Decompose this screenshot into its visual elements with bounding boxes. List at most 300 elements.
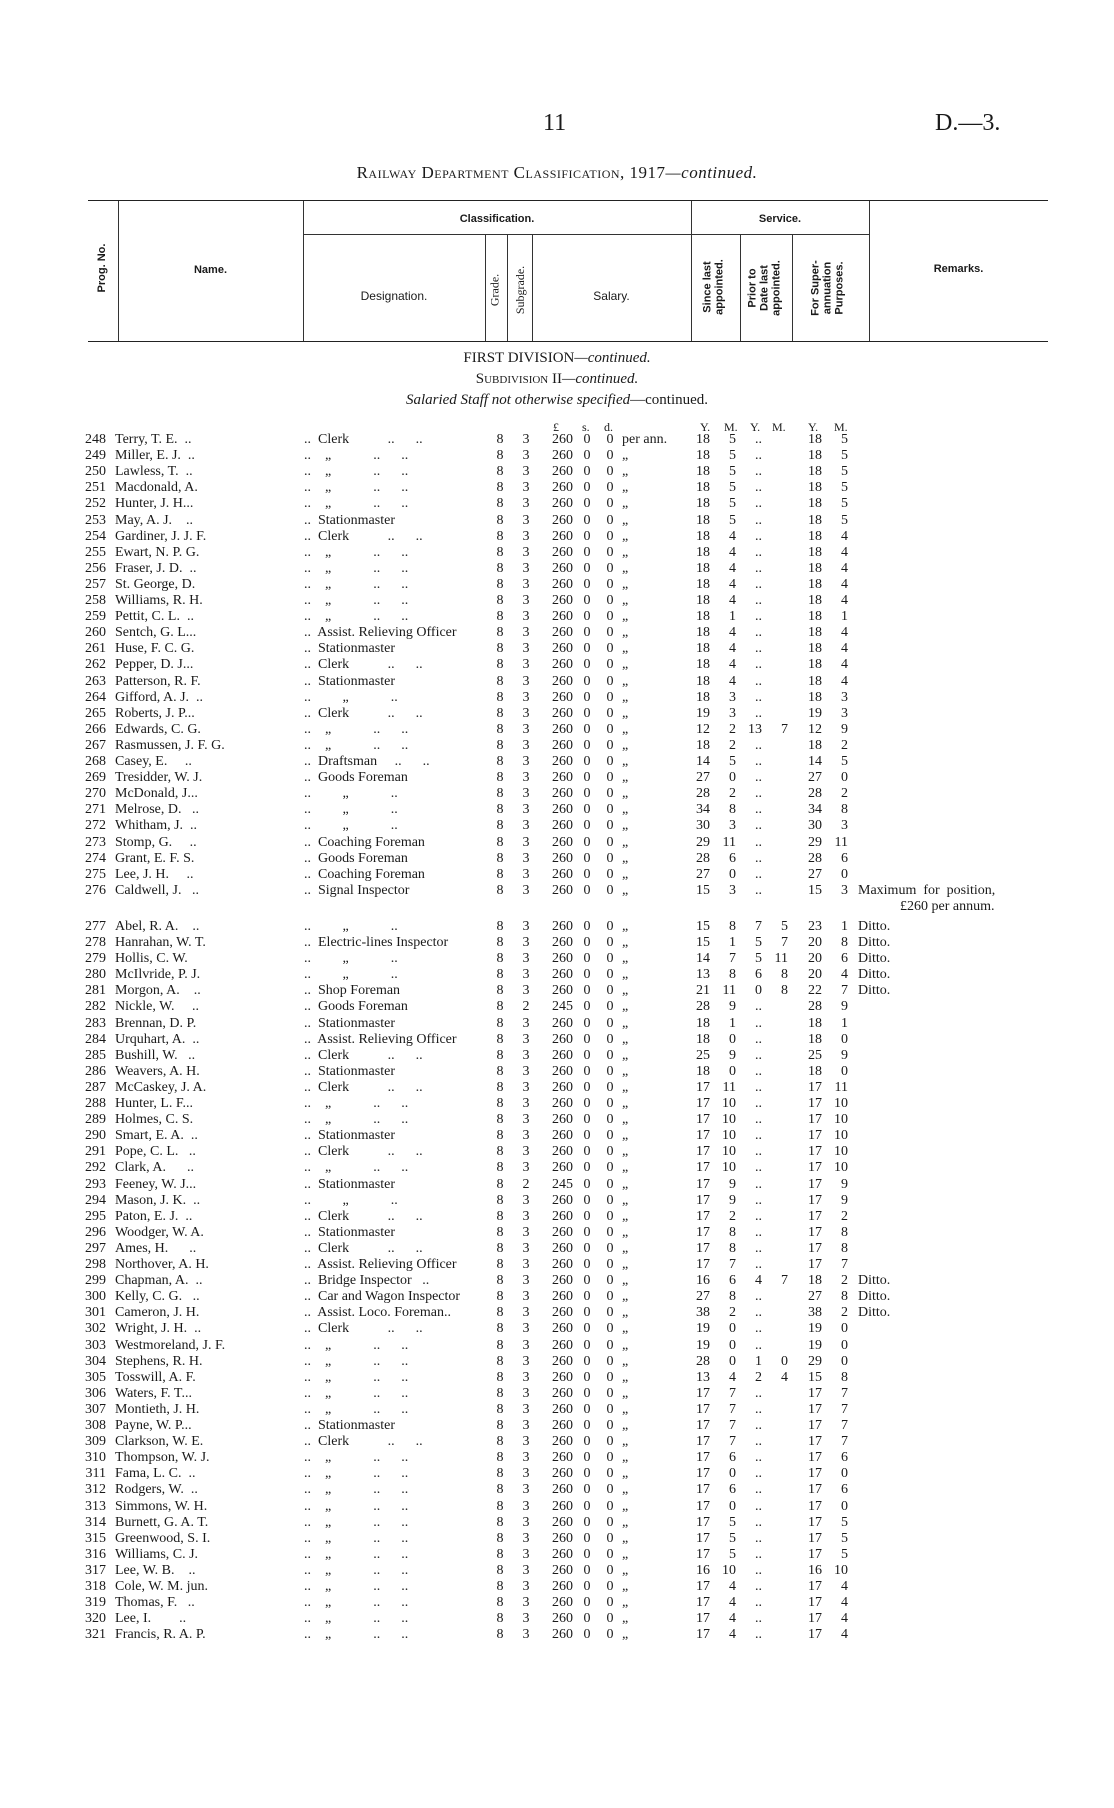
staff-name: Fama, L. C. ..: [115, 1466, 196, 1482]
salary-shillings: 0: [583, 1611, 591, 1627]
prog-no: 316: [85, 1546, 106, 1562]
salary-pence: 0: [606, 1385, 614, 1401]
grade: 8: [496, 786, 504, 802]
staff-name: Sentch, G. L...: [115, 625, 197, 641]
salary-pence: 0: [606, 641, 614, 657]
salary-period: „: [622, 657, 629, 673]
salary-pence: 0: [606, 882, 614, 898]
prior-years: ..: [755, 1240, 762, 1256]
remarks: Ditto.: [858, 1273, 891, 1289]
super-years: 22: [808, 983, 822, 999]
salary-shillings: 0: [583, 544, 591, 560]
table-row: [0, 1402, 1114, 1418]
staff-name: Gardiner, J. J. F.: [115, 528, 207, 544]
super-years: 17: [808, 1079, 822, 1095]
prior-years: ..: [755, 496, 762, 512]
salary-period: „: [622, 1434, 629, 1450]
super-months: 4: [841, 1579, 848, 1594]
salary-period: „: [622, 754, 629, 769]
subgrade: 3: [522, 1063, 530, 1079]
super-months: 4: [841, 967, 848, 983]
super-months: 0: [841, 1353, 848, 1369]
super-months: 2: [841, 1208, 848, 1224]
super-years: 17: [808, 1401, 822, 1417]
grade: 8: [496, 1595, 504, 1611]
salary-pence: 0: [606, 1257, 614, 1272]
salary-pence: 0: [606, 770, 614, 786]
prog-no: 320: [85, 1611, 106, 1627]
salary-period: „: [622, 512, 629, 528]
table-row: [0, 770, 1114, 786]
table-row: [0, 883, 1114, 899]
table-row: [0, 802, 1114, 818]
since-years: 17: [696, 1498, 710, 1514]
grade: 8: [496, 512, 504, 528]
designation: .. Coaching Foreman: [304, 866, 425, 882]
since-years: 17: [696, 1401, 710, 1417]
salary-period: „: [622, 999, 629, 1015]
subgrade: 3: [522, 866, 530, 882]
table-row: [0, 738, 1114, 754]
table-row: [0, 1595, 1114, 1611]
since-years: 15: [696, 935, 710, 950]
salary-period: „: [622, 1240, 629, 1256]
super-months: 6: [841, 1482, 848, 1498]
grade: 8: [496, 1611, 504, 1627]
salary-pounds: 260: [552, 754, 573, 769]
header-service: Service.: [758, 213, 802, 225]
salary-shillings: 0: [583, 967, 591, 983]
designation: .. „ .. ..: [304, 1401, 409, 1417]
super-years: 17: [808, 1112, 822, 1128]
subgrade: 3: [522, 673, 530, 689]
prior-years: ..: [755, 1063, 762, 1079]
salary-period: „: [622, 850, 629, 866]
salary-shillings: 0: [583, 1160, 591, 1176]
salary-pence: 0: [606, 918, 614, 934]
prog-no: 302: [85, 1321, 106, 1337]
prior-years: ..: [755, 850, 762, 866]
super-years: 17: [808, 1579, 822, 1594]
prior-years: 7: [755, 918, 762, 934]
document-title: [0, 163, 1114, 183]
subgrade: 3: [522, 918, 530, 934]
salary-pounds: 260: [552, 1096, 573, 1111]
grade: 8: [496, 1466, 504, 1482]
super-years: 17: [808, 1096, 822, 1111]
salary-pounds: 260: [552, 609, 573, 625]
subgrade: 3: [522, 983, 530, 999]
grade: 8: [496, 609, 504, 625]
table-row: [0, 1305, 1114, 1321]
subgrade: 3: [522, 721, 530, 737]
table-row: [0, 1193, 1114, 1209]
since-years: 18: [696, 641, 710, 657]
since-months: 11: [722, 983, 736, 999]
salary-pounds: 260: [552, 1546, 573, 1562]
since-years: 28: [696, 850, 710, 866]
since-months: 8: [729, 1224, 736, 1240]
prior-years: ..: [755, 1562, 762, 1578]
table-row: [0, 1370, 1114, 1386]
subgrade: 3: [522, 802, 530, 818]
super-months: 5: [841, 432, 848, 447]
table-row: [0, 1016, 1114, 1032]
subgrade: 3: [522, 786, 530, 802]
salary-pounds: 260: [552, 1353, 573, 1369]
salary-pounds: 260: [552, 786, 573, 802]
salary-pence: 0: [606, 1240, 614, 1256]
salary-pounds: 260: [552, 1128, 573, 1144]
salary-shillings: 0: [583, 983, 591, 999]
staff-name: Northover, A. H.: [115, 1257, 209, 1272]
salary-pounds: 260: [552, 625, 573, 641]
super-months: 10: [834, 1096, 848, 1111]
since-years: 18: [696, 737, 710, 753]
designation: .. „ .. ..: [304, 609, 409, 625]
grade: 8: [496, 951, 504, 967]
salary-pence: 0: [606, 1063, 614, 1079]
salary-pence: 0: [606, 1579, 614, 1594]
salary-pence: 0: [606, 544, 614, 560]
salary-shillings: 0: [583, 1047, 591, 1063]
super-years: 17: [808, 1160, 822, 1176]
staff-name: Francis, R. A. P.: [115, 1627, 206, 1643]
prior-years: ..: [755, 1047, 762, 1063]
super-years: 18: [808, 1031, 822, 1047]
since-months: 8: [729, 967, 736, 983]
subgrade: 3: [522, 464, 530, 480]
prior-years: 13: [748, 721, 762, 737]
since-months: 2: [729, 1208, 736, 1224]
prior-years: ..: [755, 1015, 762, 1031]
designation: .. „ .. ..: [304, 544, 409, 560]
since-months: 8: [729, 1289, 736, 1305]
since-months: 4: [729, 576, 736, 592]
grade: 8: [496, 480, 504, 496]
salary-shillings: 0: [583, 1031, 591, 1047]
salary-period: „: [622, 786, 629, 802]
salary-pence: 0: [606, 1321, 614, 1337]
salary-period: „: [622, 673, 629, 689]
salary-shillings: 0: [583, 705, 591, 721]
prior-months: 7: [781, 1273, 788, 1289]
salary-pounds: 260: [552, 983, 573, 999]
salary-shillings: 0: [583, 1595, 591, 1611]
salary-pounds: 260: [552, 737, 573, 753]
super-years: 17: [808, 1611, 822, 1627]
super-months: 3: [841, 882, 848, 898]
salary-period: „: [622, 1385, 629, 1401]
table-row: [0, 1515, 1114, 1531]
salary-period: „: [622, 1144, 629, 1160]
super-years: 17: [808, 1530, 822, 1546]
staff-name: Payne, W. P...: [115, 1418, 192, 1433]
since-months: 0: [729, 1466, 736, 1482]
salary-pence: 0: [606, 1611, 614, 1627]
salary-shillings: 0: [583, 528, 591, 544]
prior-years: ..: [755, 1401, 762, 1417]
since-months: 10: [722, 1562, 736, 1578]
since-months: 6: [729, 850, 736, 866]
designation: .. Clerk .. ..: [304, 1144, 423, 1160]
designation: .. „ .. ..: [304, 448, 409, 464]
prior-years: ..: [755, 1530, 762, 1546]
salary-shillings: 0: [583, 721, 591, 737]
since-months: 2: [729, 1305, 736, 1321]
salary-pounds: 260: [552, 1240, 573, 1256]
salary-pence: 0: [606, 754, 614, 769]
table-row: [0, 529, 1114, 545]
prog-no: 284: [85, 1031, 106, 1047]
grade: 8: [496, 983, 504, 999]
since-years: 27: [696, 770, 710, 786]
since-years: 17: [696, 1434, 710, 1450]
since-years: 38: [696, 1305, 710, 1321]
title-continued: —continued.: [665, 163, 758, 182]
prior-years: ..: [755, 1595, 762, 1611]
prior-years: ..: [755, 480, 762, 496]
since-months: 7: [729, 1257, 736, 1272]
salary-period: „: [622, 1289, 629, 1305]
grade: 8: [496, 496, 504, 512]
salary-period: „: [622, 496, 629, 512]
since-years: 16: [696, 1273, 710, 1289]
staff-label: Salaried Staff not otherwise specified: [405, 392, 631, 408]
prog-no: 299: [85, 1273, 106, 1289]
super-years: 17: [808, 1128, 822, 1144]
prior-years: ..: [755, 448, 762, 464]
designation: .. Goods Foreman: [304, 850, 408, 866]
salary-period: „: [622, 641, 629, 657]
salary-period: „: [622, 480, 629, 496]
since-months: 7: [729, 1418, 736, 1433]
remarks: Ditto.: [858, 935, 891, 950]
salary-pounds: 260: [552, 1369, 573, 1385]
salary-shillings: 0: [583, 593, 591, 608]
grade: 8: [496, 1369, 504, 1385]
table-row: [0, 786, 1114, 802]
super-years: 38: [808, 1305, 822, 1321]
super-years: 18: [808, 432, 822, 447]
salary-shillings: 0: [583, 1434, 591, 1450]
grade: 8: [496, 1192, 504, 1208]
super-years: 18: [808, 480, 822, 496]
super-years: 19: [808, 705, 822, 721]
since-years: 18: [696, 657, 710, 673]
salary-pounds: 260: [552, 544, 573, 560]
prior-years: ..: [755, 1128, 762, 1144]
prior-years: 0: [755, 983, 762, 999]
super-months: 0: [841, 866, 848, 882]
prog-no: 261: [85, 641, 106, 657]
prior-years: 2: [755, 1369, 762, 1385]
grade: 8: [496, 1079, 504, 1095]
prior-years: ..: [755, 1112, 762, 1128]
since-years: 18: [696, 528, 710, 544]
salary-shillings: 0: [583, 786, 591, 802]
salary-pence: 0: [606, 737, 614, 753]
since-months: 4: [729, 1369, 736, 1385]
salary-pence: 0: [606, 1031, 614, 1047]
title-main: Railway Department Classification, 1917: [356, 163, 666, 182]
salary-shillings: 0: [583, 754, 591, 769]
staff-name: Urquhart, A. ..: [115, 1031, 200, 1047]
table-row: [0, 1418, 1114, 1434]
salary-shillings: 0: [583, 512, 591, 528]
salary-pounds: 245: [552, 999, 573, 1015]
since-months: 3: [729, 705, 736, 721]
salary-pence: 0: [606, 576, 614, 592]
prior-years: ..: [755, 1079, 762, 1095]
staff-name: Weavers, A. H.: [115, 1063, 200, 1079]
super-years: 17: [808, 1144, 822, 1160]
super-months: 9: [841, 1047, 848, 1063]
since-years: 18: [696, 448, 710, 464]
super-months: 0: [841, 1337, 848, 1353]
unit-years-2: Y.: [750, 420, 761, 434]
salary-pence: 0: [606, 1273, 614, 1289]
salary-period: „: [622, 1611, 629, 1627]
salary-period: „: [622, 802, 629, 818]
salary-shillings: 0: [583, 641, 591, 657]
prior-years: ..: [755, 560, 762, 576]
table-row: [0, 1064, 1114, 1080]
staff-name: Williams, C. J.: [115, 1546, 199, 1562]
grade: 8: [496, 721, 504, 737]
subgrade: 3: [522, 834, 530, 850]
table-row: [0, 899, 1114, 915]
super-years: 27: [808, 770, 822, 786]
since-years: 21: [696, 983, 710, 999]
staff-name: Waters, F. T...: [115, 1385, 192, 1401]
super-months: 10: [834, 1112, 848, 1128]
salary-pence: 0: [606, 1128, 614, 1144]
grade: 8: [496, 1530, 504, 1546]
salary-pence: 0: [606, 999, 614, 1015]
since-years: 17: [696, 1546, 710, 1562]
salary-pence: 0: [606, 1450, 614, 1466]
subgrade: 3: [522, 705, 530, 721]
staff-name: McDonald, J...: [115, 786, 198, 802]
salary-pounds: 260: [552, 850, 573, 866]
salary-pence: 0: [606, 560, 614, 576]
super-months: 4: [841, 1595, 848, 1611]
prior-years: ..: [755, 1257, 762, 1272]
prog-no: 250: [85, 464, 106, 480]
page-number: 11: [543, 110, 567, 136]
since-years: 18: [696, 464, 710, 480]
since-years: 17: [696, 1144, 710, 1160]
subgrade: 3: [522, 1289, 530, 1305]
since-years: 27: [696, 866, 710, 882]
prior-years: ..: [755, 737, 762, 753]
salary-pounds: 260: [552, 1192, 573, 1208]
designation: .. „ .. ..: [304, 1546, 409, 1562]
super-years: 28: [808, 850, 822, 866]
designation: .. Car and Wagon Inspector: [304, 1289, 461, 1305]
grade: 8: [496, 1353, 504, 1369]
staff-name: Caldwell, J. ..: [115, 882, 199, 898]
salary-shillings: 0: [583, 918, 591, 934]
prior-years: ..: [755, 834, 762, 850]
since-years: 17: [696, 1595, 710, 1611]
prog-no: 301: [85, 1305, 106, 1321]
salary-pounds: 260: [552, 1418, 573, 1433]
staff-name: Lee, W. B. ..: [115, 1562, 196, 1578]
staff-name: Lee, I. ..: [115, 1611, 187, 1627]
super-years: 14: [808, 754, 822, 769]
salary-pounds: 260: [552, 641, 573, 657]
super-years: 18: [808, 593, 822, 608]
designation: .. „ .. ..: [304, 1466, 409, 1482]
salary-shillings: 0: [583, 1128, 591, 1144]
prior-years: ..: [755, 673, 762, 689]
super-months: 5: [841, 448, 848, 464]
subgrade: 3: [522, 657, 530, 673]
salary-pounds: 260: [552, 1160, 573, 1176]
salary-pence: 0: [606, 480, 614, 496]
since-months: 4: [729, 528, 736, 544]
staff-name: Montieth, J. H.: [115, 1401, 200, 1417]
subgrade: 3: [522, 1031, 530, 1047]
super-months: 8: [841, 1240, 848, 1256]
prior-years: ..: [755, 464, 762, 480]
since-years: 14: [696, 951, 710, 967]
salary-period: „: [622, 1353, 629, 1369]
super-years: 17: [808, 1192, 822, 1208]
super-months: 1: [841, 609, 848, 625]
designation: .. „ ..: [304, 967, 398, 983]
since-years: 17: [696, 1224, 710, 1240]
prior-years: 6: [755, 967, 762, 983]
subgrade: 3: [522, 432, 530, 447]
grade: 8: [496, 1128, 504, 1144]
prior-years: ..: [755, 1498, 762, 1514]
salary-shillings: 0: [583, 673, 591, 689]
prior-years: ..: [755, 818, 762, 834]
designation: .. Draftsman .. ..: [304, 754, 430, 769]
since-years: 18: [696, 1063, 710, 1079]
prior-years: ..: [755, 999, 762, 1015]
division-continued: —continued.: [574, 350, 651, 366]
subgrade: 3: [522, 1627, 530, 1643]
prior-years: ..: [755, 1192, 762, 1208]
salary-pence: 0: [606, 1208, 614, 1224]
since-months: 0: [729, 770, 736, 786]
subdivision-continued: —continued.: [562, 371, 639, 387]
super-years: 17: [808, 1208, 822, 1224]
staff-name: Hunter, J. H...: [115, 496, 194, 512]
since-months: 4: [729, 657, 736, 673]
super-months: 3: [841, 689, 848, 705]
grade: 8: [496, 967, 504, 983]
since-months: 5: [729, 432, 736, 447]
super-years: 27: [808, 866, 822, 882]
subgrade: 3: [522, 1498, 530, 1514]
unit-pound: £: [553, 420, 559, 434]
salary-pence: 0: [606, 1112, 614, 1128]
designation: .. „ .. ..: [304, 1530, 409, 1546]
prog-no: 278: [85, 935, 106, 950]
salary-pounds: 260: [552, 951, 573, 967]
grade: 8: [496, 1144, 504, 1160]
table-row: [0, 1160, 1114, 1176]
salary-pounds: 260: [552, 464, 573, 480]
salary-shillings: 0: [583, 1530, 591, 1546]
prog-no: 255: [85, 544, 106, 560]
staff-name: Melrose, D. ..: [115, 802, 199, 818]
